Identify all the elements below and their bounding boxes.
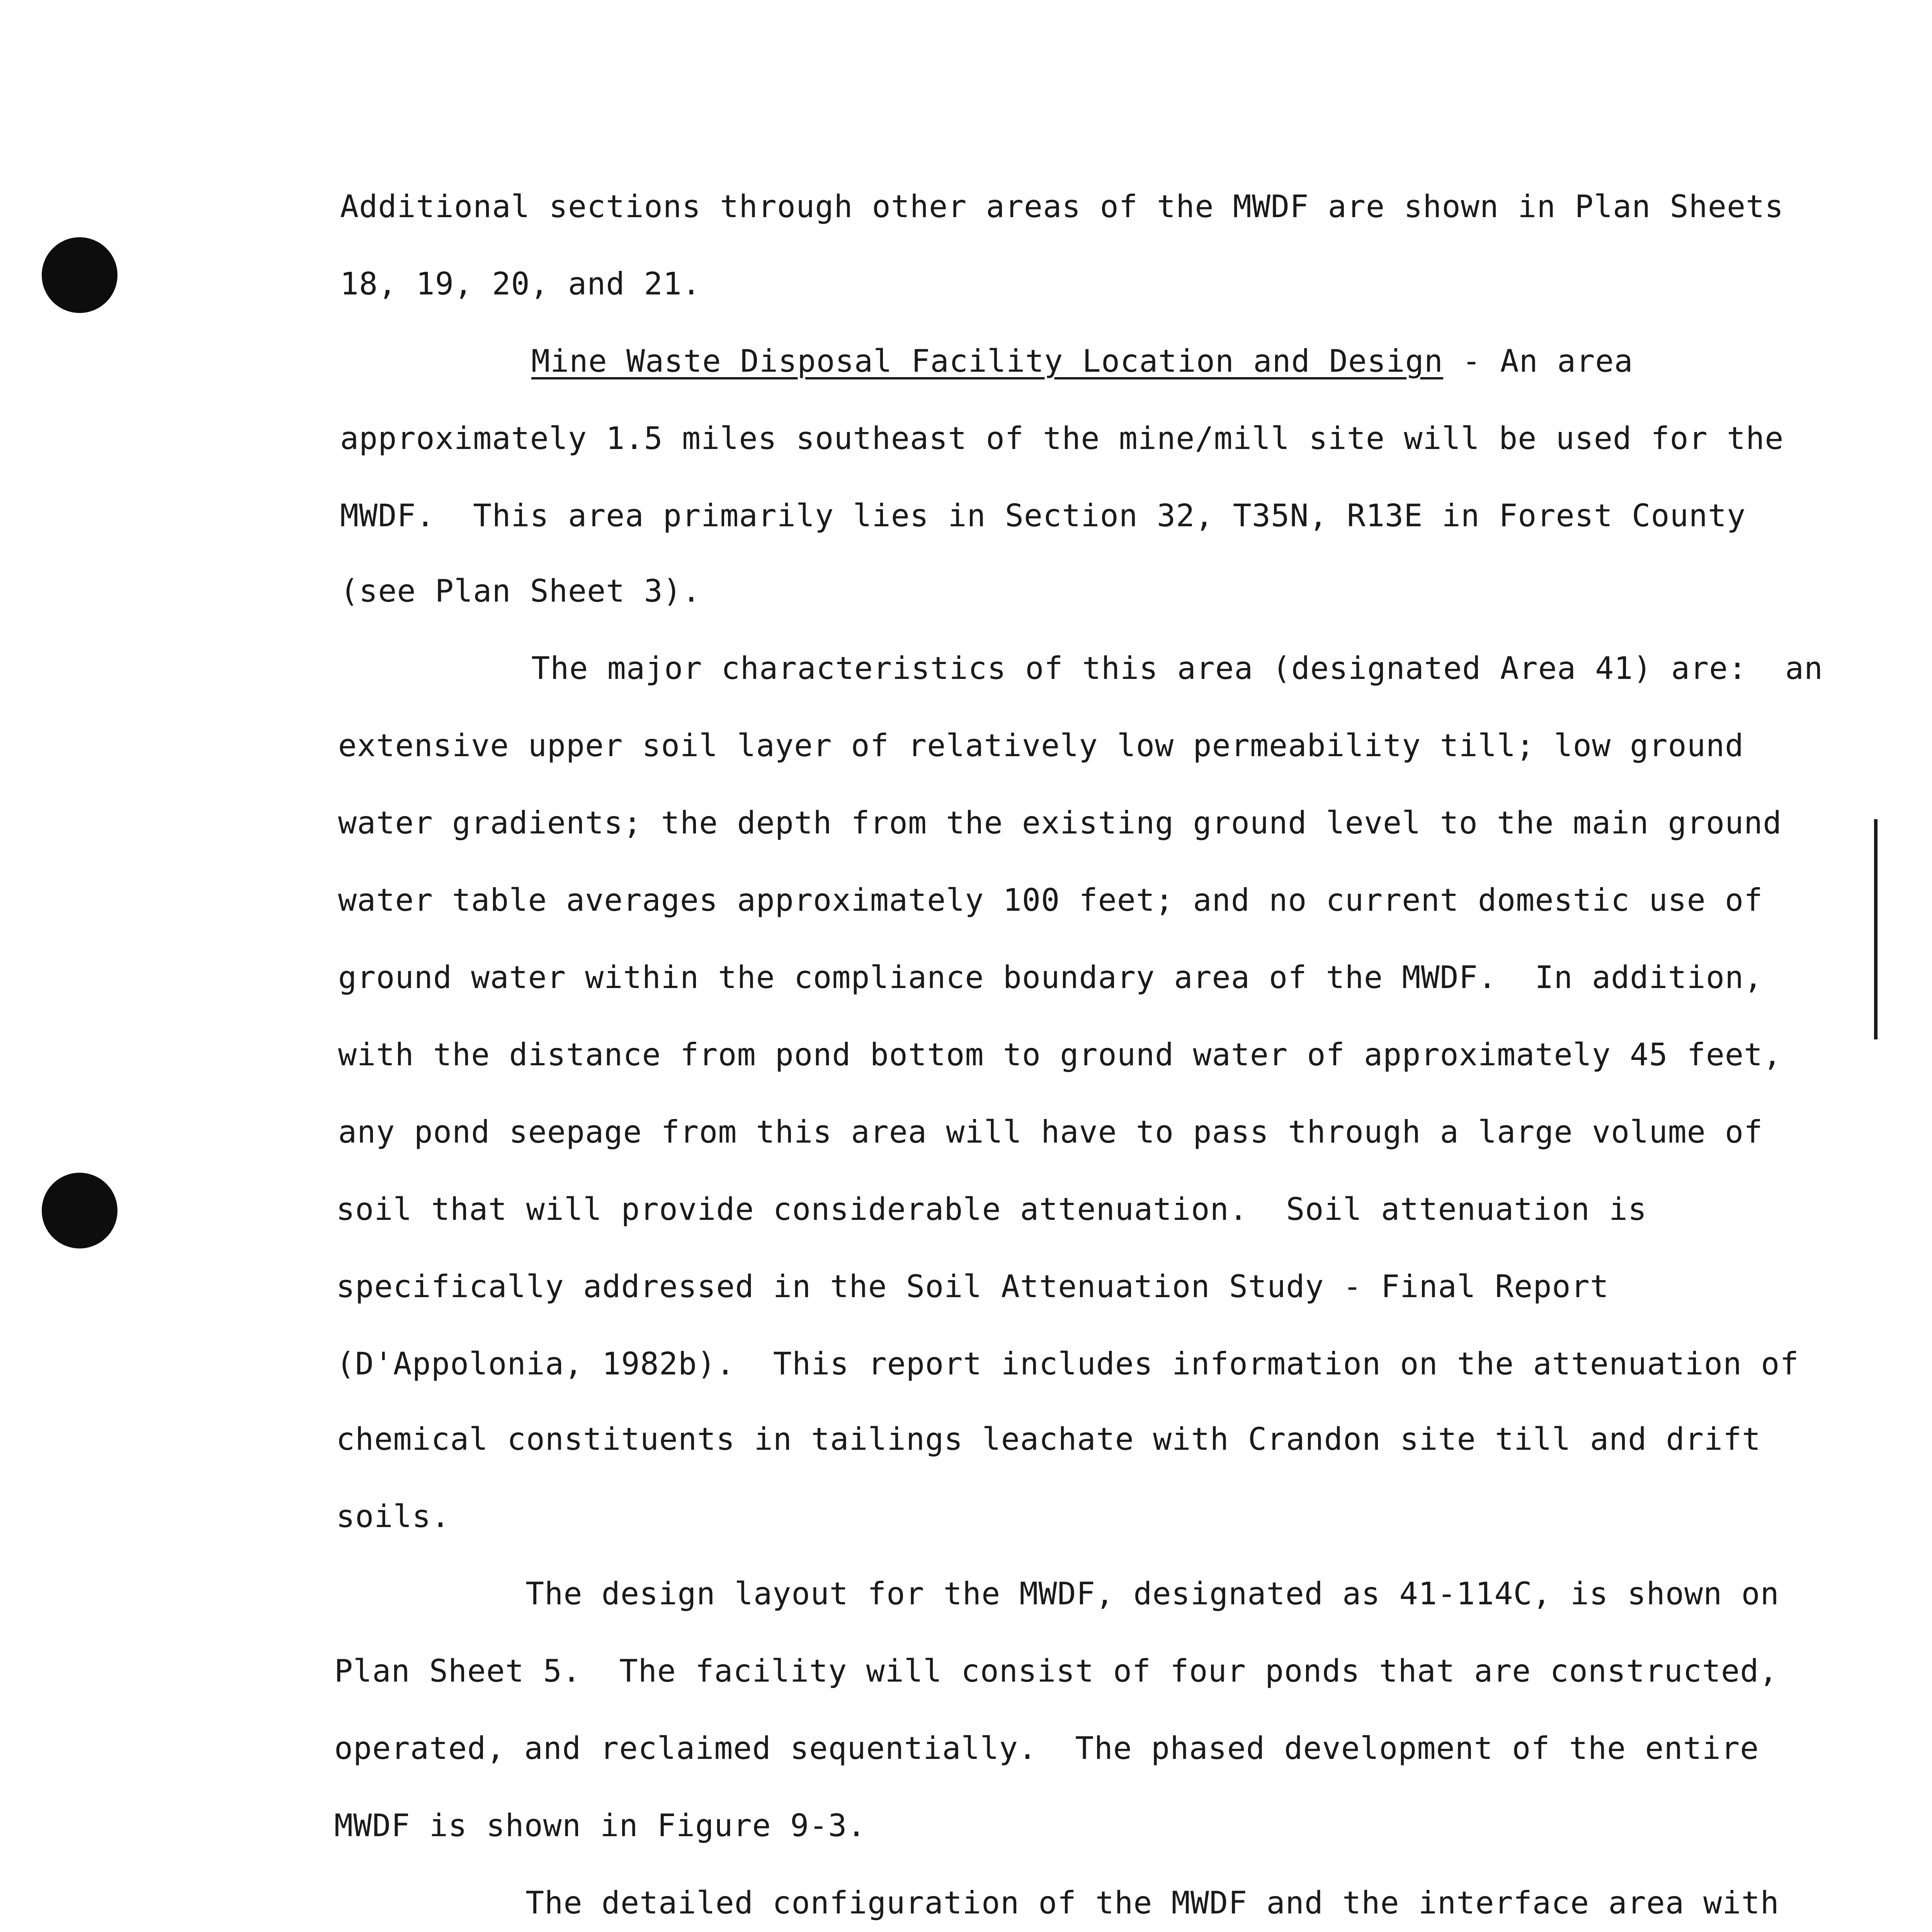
text-line: operated, and reclaimed sequentially. The phased development of the entire [334,1730,1759,1766]
text-line: MWDF is shown in Figure 9-3. [334,1808,866,1844]
text-line: ground water within the compliance boundary area of the MWDF. In addition, [338,959,1763,995]
text-line: any pond seepage from this area will have to pass through a large volume of [338,1114,1763,1150]
text-line: approximately 1.5 miles southeast of the mine/mill site will be used for the [340,420,1784,456]
section-heading: Mine Waste Disposal Facility Location and Design [531,343,1443,379]
text-line: (see Plan Sheet 3). [340,573,701,609]
punch-hole-middle [42,1173,117,1248]
text-line: water table averages approximately 100 feet; and no current domestic use of [338,882,1763,918]
text-line: Plan Sheet 5. The facility will consist of four ponds that are constructed, [334,1653,1778,1689]
text-line: soil that will provide considerable attenuation. Soil attenuation is [336,1191,1647,1227]
text-line: (D'Appolonia, 1982b). This report includes information on the attenuation of [336,1346,1799,1382]
text-line: The detailed configuration of the MWDF and the interface area with [526,1885,1779,1921]
text-line: 18, 19, 20, and 21. [340,266,701,302]
heading-suffix: - An area [1443,343,1633,379]
section-heading-line [531,342,1633,381]
text-line: chemical constituents in tailings leachate with Crandon site till and drift [336,1421,1761,1457]
text-line: extensive upper soil layer of relatively low permeability till; low ground [338,728,1744,764]
text-line: The major characteristics of this area (designated Area 41) are: an [531,650,1823,686]
text-line: soils. [336,1498,450,1534]
text-line: Additional sections through other areas of the MWDF are shown in Plan Sheets [340,189,1784,224]
text-line: specifically addressed in the Soil Attenuation Study - Final Report [336,1269,1609,1304]
text-line: with the distance from pond bottom to ground water of approximately 45 feet, [338,1037,1782,1073]
punch-hole-top [42,237,117,313]
revision-bar-upper [1874,819,1878,1039]
text-line: water gradients; the depth from the existing ground level to the main ground [338,805,1782,841]
text-line: MWDF. This area primarily lies in Section 32, T35N, R13E in Forest County [340,498,1746,534]
text-line: The design layout for the MWDF, designated as 41-114C, is shown on [526,1576,1779,1612]
